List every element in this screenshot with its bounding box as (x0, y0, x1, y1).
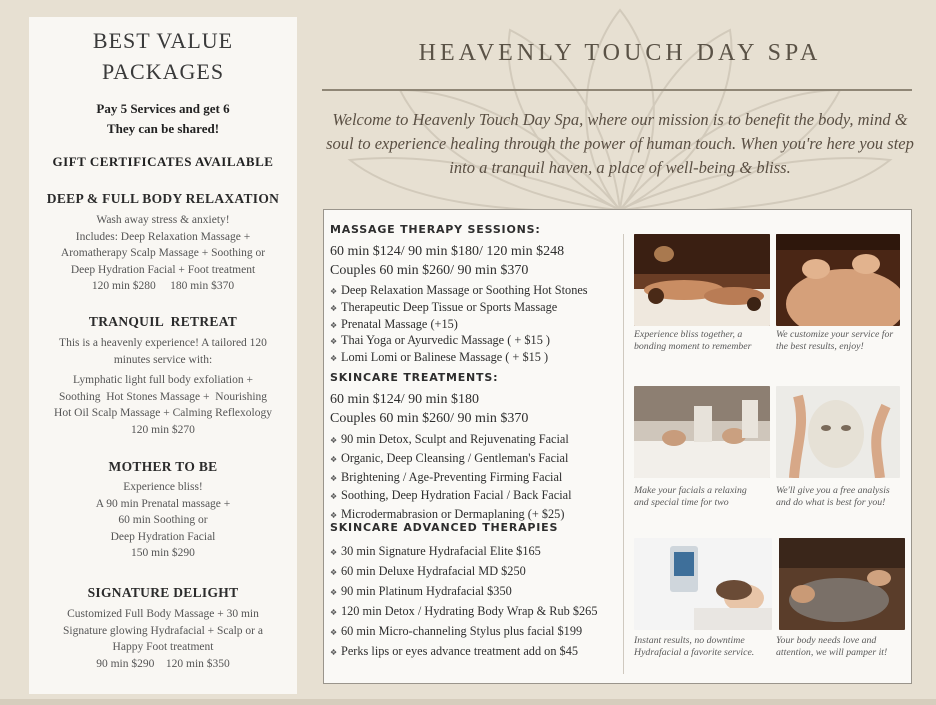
package-line: Hot Oil Scalp Massage + Calming Reflexology (54, 407, 272, 419)
package-deep-full-body (37, 191, 289, 295)
package-line: Experience bliss! (123, 481, 203, 493)
couples-massage-photo (634, 234, 770, 326)
package-line: minutes service with: (113, 353, 213, 366)
bottom-border (0, 699, 936, 705)
photo-caption: Experience bliss together, a bonding moment to remember (634, 329, 752, 352)
list-item: ❖ Thai Yoga or Ayurvedic Massage ( + $15 ) (330, 333, 588, 350)
list-item: ❖ Brightening / Age-Preventing Firming Facial (330, 469, 572, 488)
bullet-icon: ❖ (330, 628, 338, 637)
back-massage-photo (776, 234, 900, 326)
skincare-list (330, 431, 572, 525)
list-item: ❖ Deep Relaxation Massage or Soothing Hot Stones (330, 283, 588, 300)
massage-list (330, 283, 588, 367)
bullet-icon: ❖ (330, 473, 338, 483)
package-line: Happy Foot treatment (112, 641, 214, 653)
offer-text (37, 99, 289, 139)
bullet-icon: ❖ (330, 436, 338, 445)
list-item: ❖ Microdermabrasion or Dermaplaning (+ $25) (330, 506, 572, 525)
list-item: ❖ 30 min Signature Hydrafacial Elite $165 (330, 542, 597, 562)
bullet-icon: ❖ (330, 337, 338, 347)
hydrafacial-device-photo (634, 538, 772, 630)
advanced-list (330, 542, 597, 662)
couples-facial-photo (634, 386, 770, 478)
packages-heading-line1: BEST VALUE (92, 28, 234, 53)
bullet-icon: ❖ (330, 608, 338, 617)
skincare-couples-price-line: Couples 60 min $260/ 90 min $370 (330, 411, 529, 426)
welcome-line: into a tranquil haven, a place of well-being & bliss. (449, 158, 791, 177)
offer-line1: Pay 5 Services and get 6 (96, 101, 230, 116)
column-divider (623, 234, 624, 674)
bullet-icon: ❖ (330, 492, 338, 502)
title-divider (322, 89, 912, 91)
package-signature-delight (37, 585, 289, 672)
package-line: Lymphatic light full body exfoliation + (73, 374, 253, 386)
list-item: ❖ 90 min Platinum Hydrafacial $350 (330, 582, 597, 602)
skincare-price-line: 60 min $124/ 90 min $180 (330, 392, 479, 407)
facial-mask-photo (776, 386, 900, 478)
package-tranquil-retreat (37, 314, 289, 438)
package-price: 120 min $270 (131, 423, 195, 436)
package-title: SIGNATURE DELIGHT (87, 585, 239, 600)
list-item: ❖ Prenatal Massage (+15) (330, 317, 588, 334)
list-item: ❖ 120 min Detox / Hydrating Body Wrap & Rub $265 (330, 602, 597, 622)
photo-caption: Make your facials a relaxing and special time for two (634, 485, 747, 508)
skincare-heading: SKINCARE TREATMENTS: (330, 371, 499, 384)
welcome-line: Welcome to Heavenly Touch Day Spa, where our mission is to benefit the body, mind & (332, 110, 908, 129)
bullet-icon: ❖ (330, 354, 338, 364)
list-item: ❖ Therapeutic Deep Tissue or Sports Massage (330, 300, 588, 317)
bullet-icon: ❖ (330, 568, 338, 577)
package-line: Soothing Hot Stones Massage + Nourishing (58, 390, 268, 403)
package-title: DEEP & FULL BODY RELAXATION (46, 191, 280, 206)
package-line: A 90 min Prenatal massage + (95, 497, 231, 510)
bullet-icon: ❖ (330, 588, 338, 597)
bullet-icon: ❖ (330, 454, 338, 464)
list-item: ❖ 60 min Micro-channeling Stylus plus facial $199 (330, 622, 597, 642)
bullet-icon: ❖ (330, 548, 338, 557)
list-item: ❖ 90 min Detox, Sculpt and Rejuvenating Facial (330, 431, 572, 450)
gift-certificates-text: GIFT CERTIFICATES AVAILABLE (52, 154, 274, 169)
bullet-icon: ❖ (330, 303, 338, 313)
offer-line2: They can be shared! (106, 121, 220, 136)
body-wrap-photo (779, 538, 905, 630)
bullet-icon: ❖ (330, 511, 338, 521)
package-line: Deep Hydration Facial + Foot treatment (70, 263, 256, 276)
bullet-icon: ❖ (330, 648, 338, 657)
welcome-text (320, 108, 920, 180)
list-item: ❖ Lomi Lomi or Balinese Massage ( + $15 ) (330, 350, 588, 367)
package-title: TRANQUIL RETREAT (88, 314, 238, 329)
photo-caption: Your body needs love and attention, we will pamper it! (776, 635, 888, 658)
photo-caption: We customize your service for the best results, enjoy! (776, 329, 894, 352)
package-title: MOTHER TO BE (108, 459, 218, 474)
package-line: This is a heavenly experience! A tailored 120 (59, 337, 267, 349)
package-price: 120 min $280 180 min $370 (91, 280, 235, 292)
package-line: Includes: Deep Relaxation Massage + (75, 230, 251, 243)
spa-title: HEAVENLY TOUCH DAY SPA (418, 40, 822, 66)
packages-heading-line2: PACKAGES (101, 59, 225, 84)
list-item: ❖ Perks lips or eyes advance treatment add on $45 (330, 642, 597, 662)
advanced-heading: SKINCARE ADVANCED THERAPIES (330, 521, 559, 534)
photo-caption: We'll give you a free analysis and do what is best for you! (776, 485, 890, 508)
massage-price-list (330, 242, 564, 280)
list-item: ❖ Soothing, Deep Hydration Facial / Back Facial (330, 487, 572, 506)
package-price: 150 min $290 (131, 547, 195, 559)
massage-couples-price-line: Couples 60 min $260/ 90 min $370 (330, 263, 529, 278)
package-price: 90 min $290 120 min $350 (96, 657, 230, 670)
massage-heading: MASSAGE THERAPY SESSIONS: (330, 223, 541, 236)
package-line: Wash away stress & anxiety! (96, 214, 230, 226)
photo-caption: Instant results, no downtime Hydrafacial a favorite service. (634, 635, 755, 658)
massage-price-line: 60 min $124/ 90 min $180/ 120 min $248 (330, 244, 565, 259)
package-line: Signature glowing Hydrafacial + Scalp or a (62, 624, 263, 637)
skincare-price-list (330, 390, 528, 428)
list-item: ❖ 60 min Deluxe Hydrafacial MD $250 (330, 562, 597, 582)
package-mother-to-be (37, 459, 289, 562)
package-line: 60 min Soothing or (118, 514, 208, 526)
list-item: ❖ Organic, Deep Cleansing / Gentleman's Facial (330, 450, 572, 469)
package-line: Aromatherapy Scalp Massage + Soothing or (60, 247, 266, 259)
bullet-icon: ❖ (330, 320, 338, 330)
welcome-line: soul to experience healing through the power of human touch. When you're here you step (326, 134, 914, 153)
package-line: Customized Full Body Massage + 30 min (67, 608, 259, 620)
packages-column (29, 17, 297, 694)
package-line: Deep Hydration Facial (110, 530, 216, 543)
bullet-icon: ❖ (330, 287, 338, 296)
